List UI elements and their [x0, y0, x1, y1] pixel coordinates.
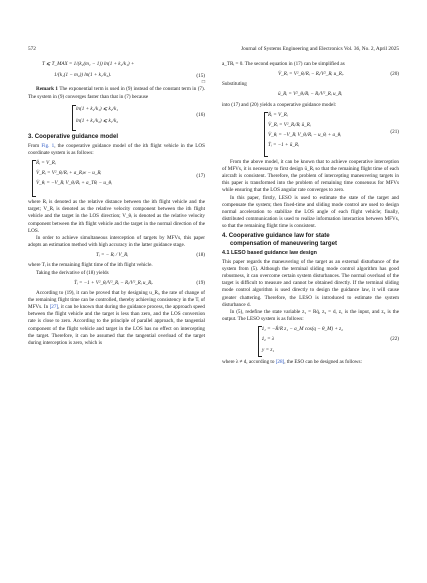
remark-label: Remark 1	[36, 86, 58, 93]
equation-21-line-1: Ṙᵢ = V_Rᵢ	[268, 111, 288, 118]
equation-15	[28, 61, 205, 79]
paragraph-from-above-model: From the above model, it can be known that to achieve cooperative interception of MFVs, it is necessary to first design ū_Rᵢ so that the remaining flight time of each aircraft is consistent. Therefore, the problem of intercepting maneuvering targets in this paper is transformed into the problem of remaining time consensus for MFVs while ensuring that the LOS angular rate converges to zero.	[222, 158, 399, 194]
paragraph-leso-approach: In this paper, firstly, LESO is used to estimate the state of the target and compensate the system; then fixed-time and sliding mode control are used to design normal acceleration to stabilize the LOS angle of each flight vehicle; finally, distributed communication is used to realize information interaction between MFVs, so that the remaining flight time is consistent.	[222, 194, 399, 230]
equation-number-18: (18)	[196, 252, 205, 259]
equation-20	[222, 71, 399, 78]
equation-15-line-2: 1/(k₁(1 − m₂)) ln(1 + k₁/k₂).	[54, 72, 112, 79]
paragraph-into-17-20: into (17) and (20) yields a cooperative guidance model:	[222, 101, 337, 108]
p6-post: , it can be known that during the guidance process, the approach speed between the flight vehicle and the target is less than zero, and the LOS conversion rate is close to zero. According to the principle of parallel approach, the tangential component of the flight vehicle and target in the LOS has no effect on intercepting the target. Therefore, it can be assumed that the tangential overload of the target during interception is zero, which is	[28, 304, 205, 346]
equation-16-line-2: ln(1 + k₁/k₂) ⩽ k₁/k₂	[76, 117, 119, 124]
equation-17-line-1: Ṙᵢ = V_Rᵢ	[36, 160, 56, 167]
equation-17	[28, 160, 205, 196]
equation-17-line-3: V̇_θᵢ = −V_Rᵢ V_θᵢ/Rᵢ + a_Tθᵢ − u_θᵢ	[36, 180, 112, 187]
equation-16	[28, 104, 205, 130]
r8-post: , the ESO can be designed as follows:	[284, 359, 362, 366]
equation-substitution	[222, 91, 399, 98]
p1-post: , the cooperative guidance model of the ith flight vehicle in the LOS coordinate system is as follows:	[28, 142, 205, 156]
equation-17-line-2: V̇_Rᵢ = V²_θᵢ/Rᵢ + a_Rᵢw − u_Rᵢ	[36, 170, 102, 177]
equation-substitution-body: ū_Rᵢ = V²_θᵢ/Rᵢ − Rᵢ/V²_Rᵢ u_Rᵢ	[278, 91, 343, 98]
equation-15-line-1: T ⩽ T_MAX = 1/(k₂(m₁ − 1)) ln(1 + k₂/k₁) +	[42, 61, 135, 67]
equation-22-line-2: ż₂ = λ	[262, 336, 275, 343]
paragraph-estimation-method: In order to achieve simultaneous interception of targets by MFVs, this paper adopts an estimation method with high accuracy in the latter guidance stage.	[28, 234, 205, 249]
paragraph-second-equation: a_TRᵢ = 0. The second equation in (17) can be simplified as	[222, 61, 345, 67]
equation-number-15: (15)	[196, 73, 205, 79]
equation-16-line-1: ln(1 + k₂/k₁) ⩽ k₂/k₁	[76, 105, 119, 112]
equation-22-line-3: y = z₁	[262, 346, 275, 353]
equation-21-line-3: V̇_θᵢ = −V_Rᵢ V_θᵢ/Rᵢ − u_θᵢ + a_θᵢ	[268, 132, 341, 139]
paragraph-substituting: Substituting	[222, 81, 247, 88]
equation-21	[222, 112, 399, 156]
equation-18	[28, 252, 205, 259]
paragraph-variable-definitions: where Rᵢ is denoted as the relative distance between the ith flight vehicle and the target; V_Rᵢ is denoted as the relative velocity component between the ith flight vehicle and the target in the LOS direction; V_θᵢ is denoted as the relative velocity component between the ith flight vehicle and the target in the normal direction of the LOS.	[28, 199, 205, 234]
equation-21-line-4: Ṫᵢ = −1 + ū_Rᵢ	[268, 142, 299, 149]
equation-number-16: (16)	[196, 111, 205, 118]
section-4-line-1: 4. Cooperative guidance law for state	[222, 232, 330, 240]
reference-28-link[interactable]: [28]	[275, 359, 285, 366]
equation-19-body: Ṫᵢ = −1 + V²_θᵢ/V²_Rᵢ − Rᵢ/V²_Rᵢ u_Rᵢ.	[74, 279, 154, 286]
equation-19	[28, 280, 205, 287]
paragraph-remaining-time: where Tᵢ is the remaining flight time of the ith flight vehicle.	[28, 262, 153, 269]
equation-20-body: V̇_Rᵢ = V²_θᵢ/Rᵢ − Rᵢ/V²_Rᵢ u_Rᵢ.	[278, 71, 344, 78]
paragraph-eso-design	[222, 359, 399, 366]
running-header: Journal of Systems Engineering and Electronics Vol. 36, No. 2, April 2025	[241, 46, 399, 52]
remark-1	[28, 86, 205, 100]
left-column	[28, 61, 205, 347]
page-number: 572	[28, 46, 36, 52]
figure-1-link[interactable]: Fig. 1	[41, 142, 55, 149]
paragraph-according-to-19	[28, 290, 205, 347]
section-3-heading: 3. Cooperative guidance model	[28, 132, 119, 140]
reference-27-link[interactable]: [27]	[49, 304, 59, 311]
equation-22-line-1: ż₁ = −Ṙ/R z₁ − a_M cos(q − θ_M) + z₂	[262, 326, 343, 333]
section-4-line-2: compensation of maneuvering target	[230, 240, 337, 248]
paragraph-guidance-model	[28, 143, 205, 157]
equation-number-17: (17)	[196, 173, 205, 180]
section-4-heading	[222, 232, 399, 248]
equation-22	[222, 326, 399, 356]
paragraph-derivative: Taking the derivative of (18) yields	[36, 269, 109, 276]
equation-number-21: (21)	[390, 128, 399, 135]
r8-pre: where λ ≠ d, according to	[222, 359, 276, 366]
p1-pre: From	[28, 142, 42, 149]
p6-pre: According to (19), it can be proved that by designing u_Rᵢ, the rate of change of the remaining flight time can be controlled, thereby achieving consistency in the Tᵢ of MFVs. In	[28, 289, 205, 311]
paragraph-target-maneuvering: This paper regards the maneuvering of the target as an external disturbance of the system from (5). Although the terminal sliding mode control algorithm has good robustness, it can overcome certain system disturbances. The normal overload of the target is difficult to measure and cannot be obtained directly. If the terminal sliding mode control algorithm is used directly to design the guidance law, it will cause greater chattering. Therefore, the LESO is introduced to estimate the system disturbance d.	[222, 258, 399, 308]
equation-number-20: (20)	[390, 71, 399, 78]
equation-number-22: (22)	[390, 336, 399, 343]
qed-symbol: □	[201, 79, 205, 86]
right-column	[222, 61, 399, 366]
equation-21-line-2: V̇_Rᵢ = V²_Rᵢ/Rᵢ ū_Rᵢ	[268, 121, 311, 128]
remark-text: The exponential term is used in (9) instead of the constant term in (7). The system in (9) converges faster than that in (7) because	[28, 86, 205, 100]
paragraph-redefine-state: In (5), redefine the state variable z₁ = Rq̇, z₂ = d, z₁ is the input, and z₂ is the output. The LESO system is as follows:	[222, 308, 399, 323]
equation-18-body: Tᵢ = − Rᵢ / V_Rᵢ	[96, 252, 129, 259]
subsection-4-1-heading: 4.1 LESO based guidance law design	[222, 250, 317, 257]
equation-number-19: (19)	[196, 279, 205, 286]
